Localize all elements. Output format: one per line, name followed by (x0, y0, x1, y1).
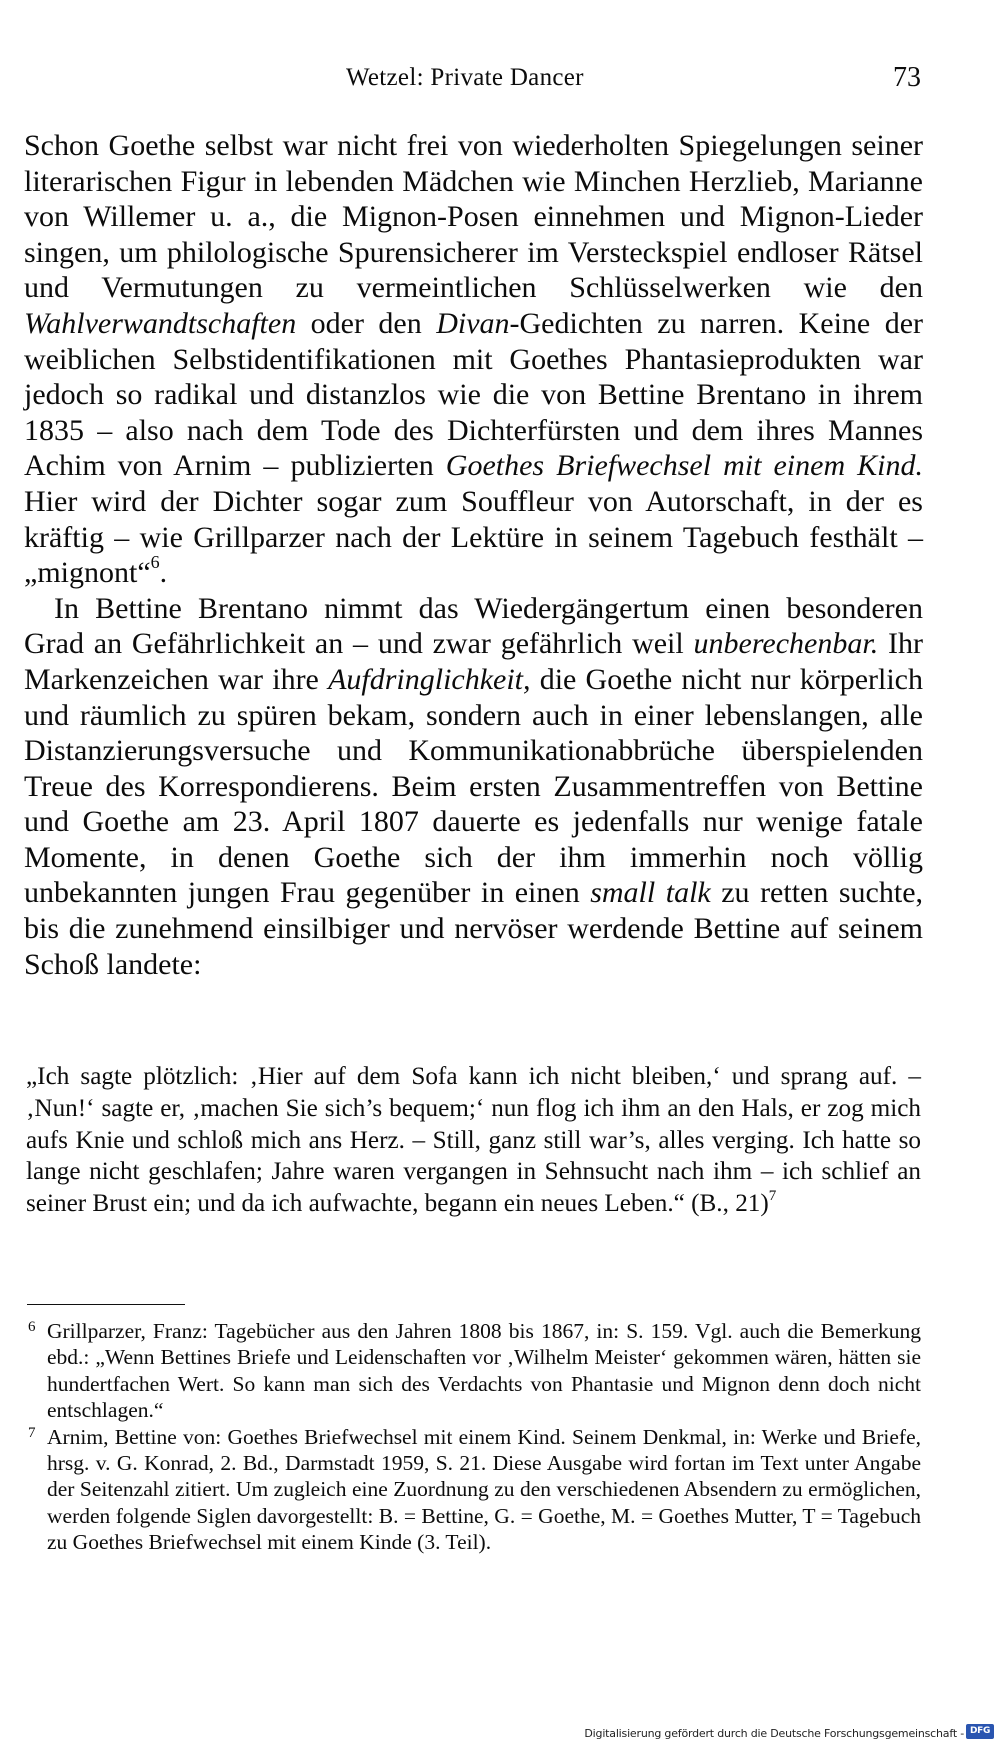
paragraph-2-text: In Bettine Brentano nimmt das Wiedergängertum einen besonderen Grad an Gefährlichkeit an – und zwar gefährlich weil (24, 591, 923, 661)
emphasis-small-talk: small talk (590, 876, 711, 910)
title-wahlverwandtschaften: Wahlverwandtschaften (24, 306, 297, 340)
footnotes (28, 1318, 921, 1556)
dfg-logo: DFG (966, 1724, 994, 1739)
title-goethes-briefwechsel: Goethes Briefwechsel mit einem Kind. (445, 449, 923, 483)
quote-text: „Ich sagte plötzlich: ‚Hier auf dem Sofa kann ich nicht bleiben,‘ und sprang auf. – ‚Nun!‘ sagte er, ‚machen Sie sich’s bequem;‘ nun flog ich ihm an den Hals, er zog mich aufs Knie und schloß mich ans Herz. – Still, ganz still war’s, alles verging. Ich hatte so lange nicht geschlafen; Jahre waren vergangen in Sehnsucht nach ihm – ich schlief an seiner Brust ein; und da ich aufwachte, begann ein neues Leben.“ (B., 21) (26, 1063, 921, 1218)
emphasis-aufdringlichkeit: Aufdringlichkeit, (328, 662, 531, 696)
paragraph-1 (24, 128, 923, 591)
footnote-7 (28, 1424, 921, 1556)
footnote-separator (27, 1304, 185, 1305)
footnote-marker: 6 (28, 1319, 36, 1335)
paragraph-2-text: Ihr Markenzeichen war ihre (24, 627, 923, 696)
paragraph-2-text: zu retten suchte, bis die zunehmend einsilbiger und nervöser werdende Bettine auf seinem Schoß landete: (24, 876, 924, 981)
paragraph-2-text: die Goethe nicht nur körperlich und räumlich zu spüren bekam, sondern auch in einer lebenslangen, alle Distanzierungsversuche und Kommunikationabbrüche überspielenden Treue des Korrespondierens. Beim ersten Zusammentreffen von Bettine und Goethe am 23. April 1807 dauerte es jedenfalls nur wenige fatale Momente, in denen Goethe sich der ihm immerhin noch völlig unbekannten jungen Frau gegenüber in einen (24, 662, 923, 910)
footnote-marker: 7 (28, 1424, 36, 1441)
paragraph-1-text: -Gedichten zu narren. Keine der weiblichen Selbstidentifikationen mit Goethes Phantasieprodukten war jedoch so radikal und distanzlos wie die von Bettine Brentano in ihrem 1835 – also nach dem Tode des Dichterfürsten und dem ihres Mannes Achim von Arnim – publizierten (24, 306, 923, 483)
footnote-text: Arnim, Bettine von: Goethes Briefwechsel mit einem Kind. Seinem Denkmal, in: Werke und Briefe, hrsg. v. G. Konrad, 2. Bd., Darmstadt 1959, S. 21. Diese Ausgabe wird fortan im Text unter Angabe der Seitenzahl zitiert. Um zugleich eine Zuordnung zu den verschiedenen Absendern zu ermöglichen, werden folgende Siglen davorgestellt: B. = Bettine, G. = Goethe, M. = Goethes Mutter, T = Tagebuch zu Goethes Briefwechsel mit einem Kinde (3. Teil). (47, 1424, 921, 1555)
footnote-6 (28, 1318, 921, 1424)
paragraph-1-text: . (159, 556, 168, 590)
quote-paragraph (26, 1061, 921, 1220)
paragraph-2 (24, 591, 923, 983)
paragraph-1-text: Hier wird der Dichter sogar zum Souffleur von Autorschaft, in der es kräftig – wie Grillparzer nach der Lektüre in seinem Tagebuch festhält – „mignont“ (24, 484, 923, 590)
running-header-title: Wetzel: Private Dancer (346, 64, 584, 91)
footnote-text: Grillparzer, Franz: Tagebücher aus den Jahren 1808 bis 1867, in: S. 159. Vgl. auch die Bemerkung ebd.: „Wenn Bettines Briefe und Leidenschaften vor ‚Wilhelm Meister‘ gekommen wären, hätten sie hundertfachen Wert. So kann man sich des Verdachts von Phantasie und Mignon denn doch nicht entschlagen.“ (47, 1319, 921, 1423)
paragraph-1-text: Schon Goethe selbst war nicht frei von wiederholten Spiegelungen seiner literarischen Figur in lebenden Mädchen wie Minchen Herzlieb, Marianne von Willemer u. a., die Mignon-Posen einnehmen und Mignon-Lieder singen, um philologische Spurensicherer im Versteckspiel endloser Rätsel und Vermutungen zu vermeintlichen Schlüsselwerken wie den (24, 129, 923, 305)
footnote-reference-6: 6 (150, 552, 160, 573)
block-quote (26, 1061, 921, 1220)
page-number: 73 (893, 62, 921, 93)
footnote-reference-7: 7 (768, 1187, 777, 1204)
emphasis-unberechenbar: unberechenbar. (693, 627, 879, 661)
paragraph-1-text: oder den (296, 306, 437, 340)
digitization-notice: Digitalisierung gefördert durch die Deutsche Forschungsgemeinschaft - (584, 1727, 964, 1740)
main-text (24, 128, 923, 982)
title-divan: Divan (436, 306, 510, 340)
